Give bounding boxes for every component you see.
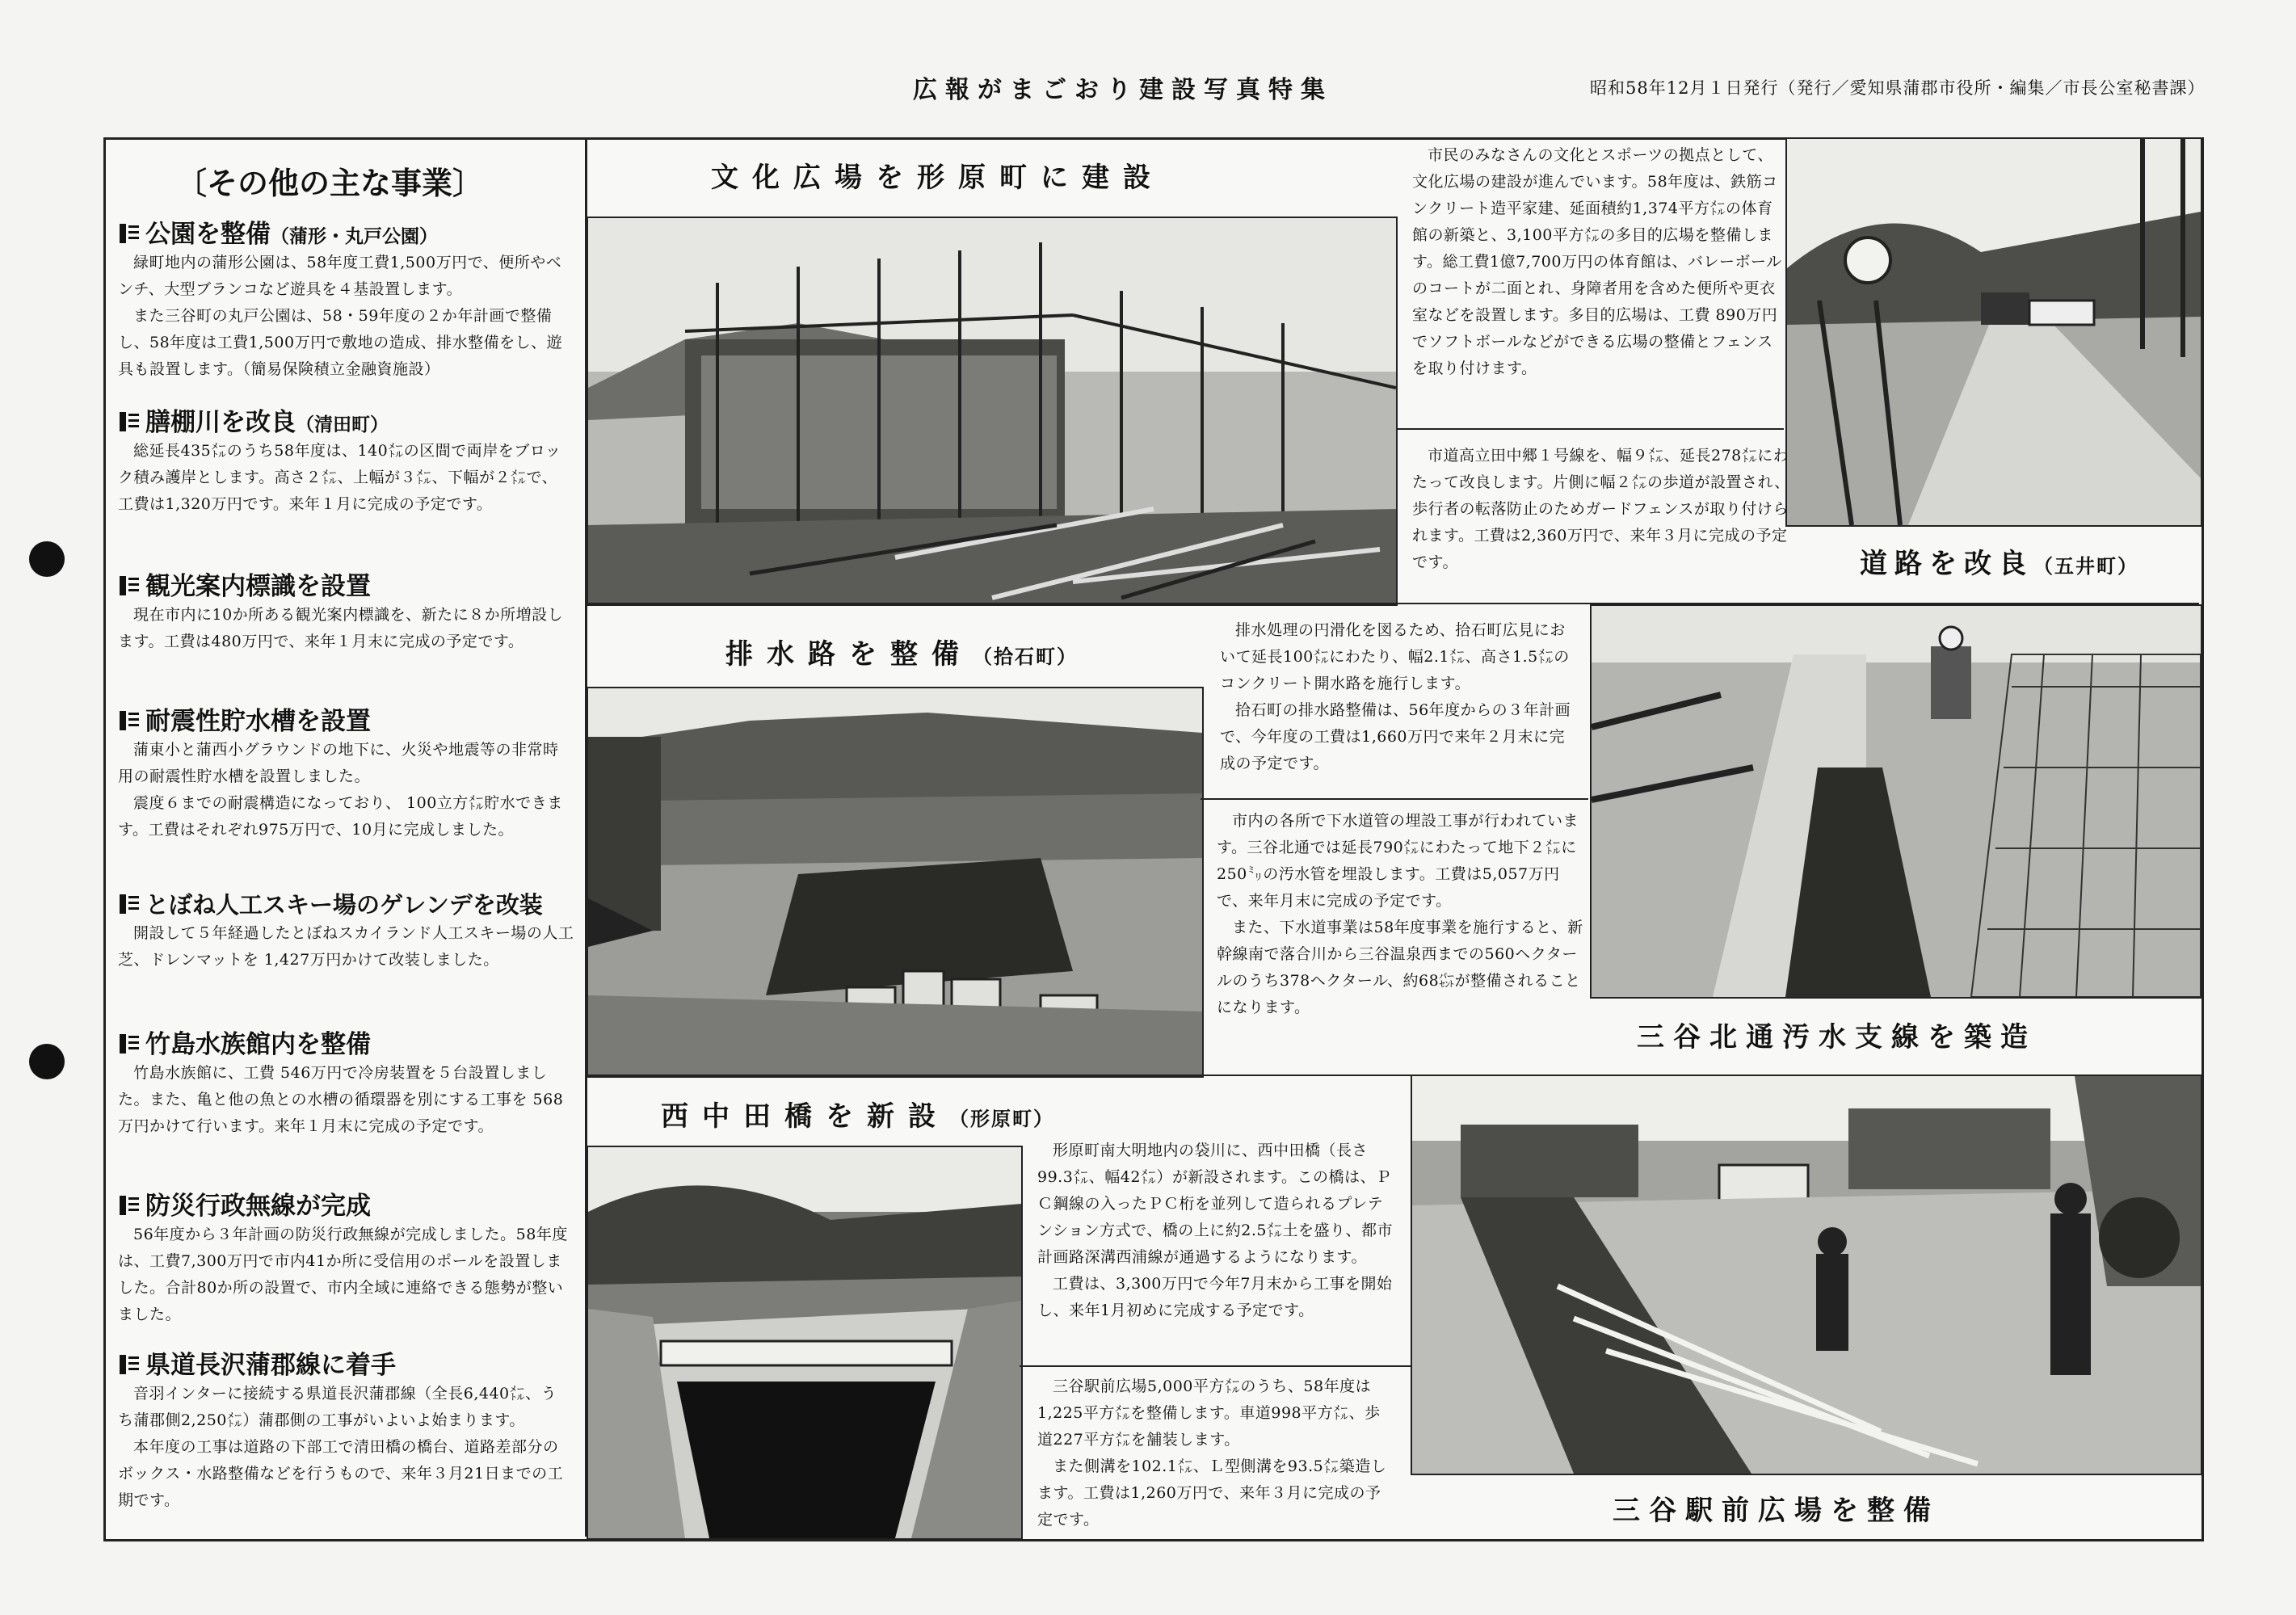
- sidebar-item-park: [118, 213, 570, 383]
- section-title-douro: 道路を改良（五井町）: [1860, 548, 2138, 580]
- section-title-haisui: 排水路を整備（拾石町）: [725, 638, 1078, 671]
- hashi-text: 形原町南大明地内の袋川に、西中田橋（長さ99.3㍍、幅42㍍）が新設されます。この橋は、ＰＣ鋼線の入ったＰＣ桁を並列して造られるプレテンション方式で、橋の上に約2.5㍍土を盛り、都市計画路深溝西浦線が通過するようになります。 工費は、3,300万円で今年7月末から工事を開始し、来年1月初めに完成する予定です。: [1037, 1142, 1393, 1319]
- item-body: 竹島水族館に、工費 546万円で冷房装置を５台設置しました。また、亀と他の魚との水槽の循環器を別にする工事を 568万円かけて行います。来年１月末に完成の予定です。: [118, 1064, 564, 1135]
- bullet-icon: [118, 574, 141, 597]
- bunka-text: 市民のみなさんの文化とスポーツの拠点として、文化広場の建設が進んでいます。58年度は、鉄筋コンクリート造平家建、延面積約1,374平方㍍の体育館の新築と、3,100平方㍍の多目的広場を整備します。総工費1億7,700万円の体育館は、バレーボールのコートが二面とれ、身障者用を含めた便所や更衣室などを設置します。多目的広場は、工費 890万円でソフトボールなどができる広場の整備とフェンスを取り付けます。: [1412, 146, 1782, 377]
- divider: [587, 1075, 1411, 1076]
- drainage-channel-photo: [587, 687, 1204, 1078]
- section-title-eki: 三谷駅前広場を整備: [1613, 1495, 1940, 1527]
- item-heading: 県道長沢蒲郡線に着手: [118, 1344, 570, 1381]
- item-heading: 観光案内標識を設置: [118, 566, 570, 602]
- item-body: 総延長435㍍のうち58年度は、140㍍の区間で両岸をブロック積み護岸とします。高さ２㍍、上幅が３㍍、下幅が２㍍で、工費は1,320万円です。来年１月に完成の予定です。: [118, 442, 561, 513]
- divider: [1396, 428, 1784, 430]
- item-heading: とぼね人工スキー場のゲレンデを改装: [118, 887, 578, 920]
- punch-hole: [29, 1044, 65, 1079]
- sidebar-title: 〔その他の主な事業〕: [176, 166, 484, 201]
- divider: [1201, 798, 1588, 800]
- sidebar-item-radio: [118, 1185, 570, 1328]
- section-title-bunka: 文化広場を形原町に建設: [711, 162, 1164, 194]
- road-improvement-photo: [1785, 137, 2202, 527]
- divider: [1020, 1365, 1411, 1367]
- station-plaza-photo: [1411, 1075, 2202, 1475]
- header-issue: 昭和58年12月１日発行（発行／愛知県蒲郡市役所・編集／市長公室秘書課）: [1590, 78, 2206, 98]
- gesui-text: 市内の各所で下水道管の埋設工事が行われています。三谷北通では延長790㍍にわたって地下２㍍に 250㍉の汚水管を埋設します。工費は5,057万円で、来年月末に完成の予定です。 また、下水道事業は58年度事業を施行すると、新幹線南で落合川から三谷温泉西までの560ヘクタールのうち378ヘクタール、約68㌫が整備されることになります。: [1217, 812, 1583, 1016]
- section-title-hashi: 西中田橋を新設（形原町）: [661, 1100, 1054, 1133]
- item-heading: 竹島水族館内を整備: [118, 1024, 570, 1060]
- bullet-icon: [118, 222, 141, 245]
- bridge-box-photo: [587, 1146, 1023, 1540]
- haisui-text: 排水処理の円滑化を図るため、拾石町広見において延長100㍍にわたり、幅2.1㍍、高さ1.5㍍のコンクリート開水路を施行します。 拾石町の排水路整備は、56年度からの３年計画で、今年度の工費は1,660万円で来年２月末に完成の予定です。: [1220, 621, 1571, 772]
- eki-text: 三谷駅前広場5,000平方㍍のうち、58年度は1,225平方㍍を整備します。車道998平方㍍、歩道227平方㍍を舗装します。 また側溝を102.1㍍、Ｌ型側溝を93.5㍍築造します。工費は1,260万円で、来年３月に完成の予定です。: [1037, 1377, 1387, 1529]
- item-body: 56年度から３年計画の防災行政無線が完成しました。58年度は、工費7,300万円で市内41か所に受信用のポールを設置しました。合計80か所の設置で、市内全域に連絡できる態勢が整いました。: [118, 1226, 568, 1323]
- section-title-gesui: 三谷北通汚水支線を築造: [1637, 1021, 2037, 1054]
- sidebar-item-ski: [118, 887, 578, 974]
- bullet-icon: [118, 1353, 141, 1376]
- bullet-icon: [118, 893, 141, 915]
- bullet-icon: [118, 709, 141, 732]
- item-body: 音羽インターに接続する県道長沢蒲郡線（全長6,440㍍、うち蒲郡側2,250㍍）蒲郡側の工事がいよいよ始まります。 本年度の工事は道路の下部工で清田橋の橋台、道路差部分のボックス・水路整備などを行うもので、来年３月21日までの工期です。: [118, 1385, 564, 1509]
- douro-text: 市道高立田中郷１号線を、幅９㍍、延長278㍍にわたって改良します。片側に幅２㍍の歩道が設置され、歩行者の転落防止のためガードフェンスが取り付けられます。工費は2,360万円で、来年３月に完成の予定です。: [1412, 447, 1790, 571]
- item-body: 蒲東小と蒲西小グラウンドの地下に、火災や地震等の非常時用の耐震性貯水槽を設置しました。 震度６までの耐震構造になっており、 100立方㍍貯水できます。工費はそれぞれ975万円で、10月に完成しました。: [118, 741, 563, 839]
- sidebar-item-signs: [118, 566, 570, 655]
- sidebar-item-road: [118, 1344, 570, 1514]
- bullet-icon: [118, 1194, 141, 1217]
- gymnasium-construction-photo: [587, 217, 1398, 606]
- bullet-icon: [118, 410, 141, 433]
- bullet-icon: [118, 1033, 141, 1055]
- item-body: 開設して５年経過したとぼねスカイランド人工スキー場の人工芝、ドレンマットを 1,427万円かけて改装しました。: [118, 924, 574, 969]
- item-heading: 耐震性貯水槽を設置: [118, 700, 570, 737]
- item-body: 現在市内に10か所ある観光案内標識を、新たに８か所増設します。工費は480万円で、来年１月末に完成の予定です。: [118, 606, 564, 650]
- sidebar-item-river: [118, 402, 570, 518]
- sidebar-item-aquarium: [118, 1024, 570, 1140]
- header-title: 広報がまごおり建設写真特集: [913, 76, 1333, 104]
- item-heading: 公園を整備（蒲形・丸戸公園）: [118, 213, 570, 250]
- item-body: 緑町地内の蒲形公園は、58年度工費1,500万円で、便所やベンチ、大型ブランコなど遊具を４基設置します。 また三谷町の丸戸公園は、58・59年度の２か年計画で整備し、58年度は工費1,500万円で敷地の造成、排水整備をし、遊具も設置します。（簡易保険積立金融資施設）: [118, 254, 563, 378]
- sidebar-item-tank: [118, 700, 570, 843]
- sewer-pipe-photo: [1590, 604, 2202, 999]
- item-heading: 防災行政無線が完成: [118, 1185, 570, 1222]
- punch-hole: [29, 541, 65, 577]
- item-heading: 膳棚川を改良（清田町）: [118, 402, 570, 438]
